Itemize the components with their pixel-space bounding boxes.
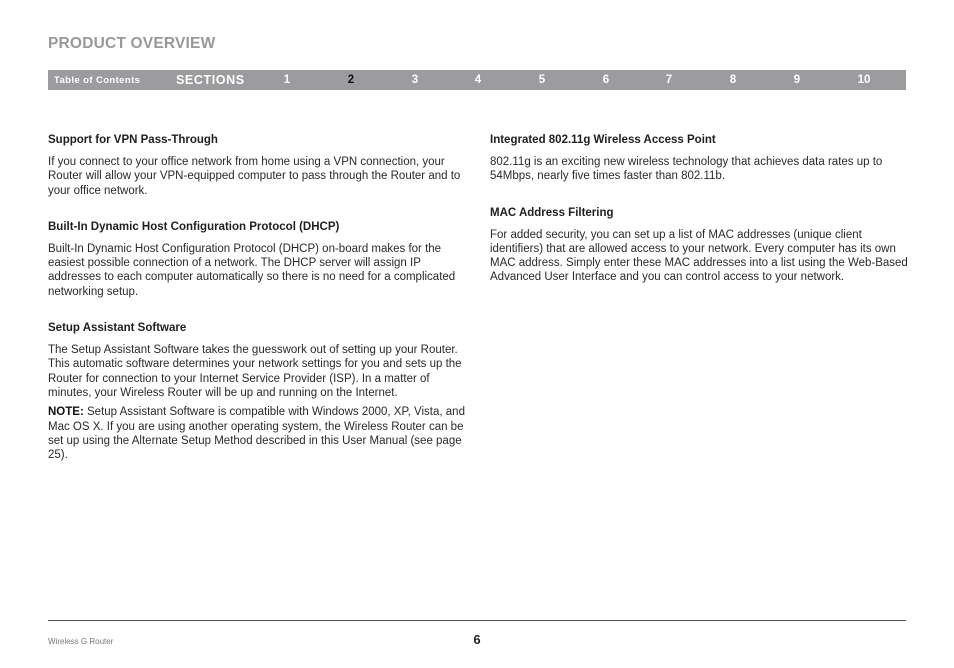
setup-assistant-body: The Setup Assistant Software takes the guesswork out of setting up your Router. This automatic software determines your network settings for you and sets up the Router for connection to your Internet Service Provider (ISP). In a matter of minutes, your Wireless Router will be up and running on the Internet. bbox=[48, 344, 462, 399]
compatibility-note bbox=[48, 405, 466, 462]
wireless-access-point-heading: Integrated 802.11g Wireless Access Point bbox=[490, 134, 716, 146]
section-link-10[interactable]: 10 bbox=[857, 74, 871, 86]
footer-product-name: Wireless G Router bbox=[48, 637, 114, 646]
mac-filtering-heading: MAC Address Filtering bbox=[490, 206, 614, 219]
section-link-1[interactable]: 1 bbox=[283, 74, 291, 86]
note-body: Setup Assistant Software is compatible with Windows 2000, XP, Vista, and Mac OS X. If you are using another operating system, the Wireless Router can be set up using the Alternate Setup Method described in this User Manual (see page 25). bbox=[48, 406, 465, 462]
section-link-4[interactable]: 4 bbox=[474, 74, 482, 86]
page-number: 6 bbox=[473, 632, 481, 647]
section-link-9[interactable]: 9 bbox=[793, 74, 801, 86]
left-column bbox=[48, 132, 466, 477]
footer-divider bbox=[48, 620, 906, 621]
section-link-5[interactable]: 5 bbox=[538, 74, 546, 86]
section-link-7[interactable]: 7 bbox=[665, 74, 673, 86]
dhcp-heading: Built-In Dynamic Host Configuration Protocol (DHCP) bbox=[48, 220, 340, 233]
section-link-2[interactable]: 2 bbox=[347, 74, 355, 86]
note-label: NOTE: bbox=[48, 406, 84, 419]
wireless-access-point-body: 802.11g is an exciting new wireless technology that achieves data rates up to 54Mbps, nearly five times faster than 802.11b. bbox=[490, 156, 883, 183]
section-link-8[interactable]: 8 bbox=[729, 74, 737, 86]
vpn-body: If you connect to your office network from home using a VPN connection, your Router will allow your VPN-equipped computer to pass through the Router and to your office network. bbox=[48, 156, 461, 197]
setup-assistant-heading: Setup Assistant Software bbox=[48, 322, 187, 335]
vpn-heading: Support for VPN Pass-Through bbox=[48, 134, 218, 146]
section-navigation-bar bbox=[48, 70, 906, 90]
section-link-6[interactable]: 6 bbox=[602, 74, 610, 86]
dhcp-body: Built-In Dynamic Host Configuration Protocol (DHCP) on-board makes for the easiest possible connection of a network. The DHCP server will assign IP addresses to each computer automatically so there is no need for a complicated networking setup. bbox=[48, 242, 456, 298]
sections-label: SECTIONS bbox=[176, 73, 245, 87]
section-link-3[interactable]: 3 bbox=[411, 74, 419, 86]
mac-filtering-body: For added security, you can set up a list of MAC addresses (unique client identifiers) that are allowed access to your network. Every computer has its own MAC address. Simply enter these MAC addresses into a list using the Web-Based Advanced User Interface and you can control access to your network. bbox=[490, 228, 908, 284]
page-section-title: PRODUCT OVERVIEW bbox=[48, 35, 216, 52]
right-column bbox=[490, 132, 908, 300]
table-of-contents-link[interactable]: Table of Contents bbox=[54, 75, 141, 86]
